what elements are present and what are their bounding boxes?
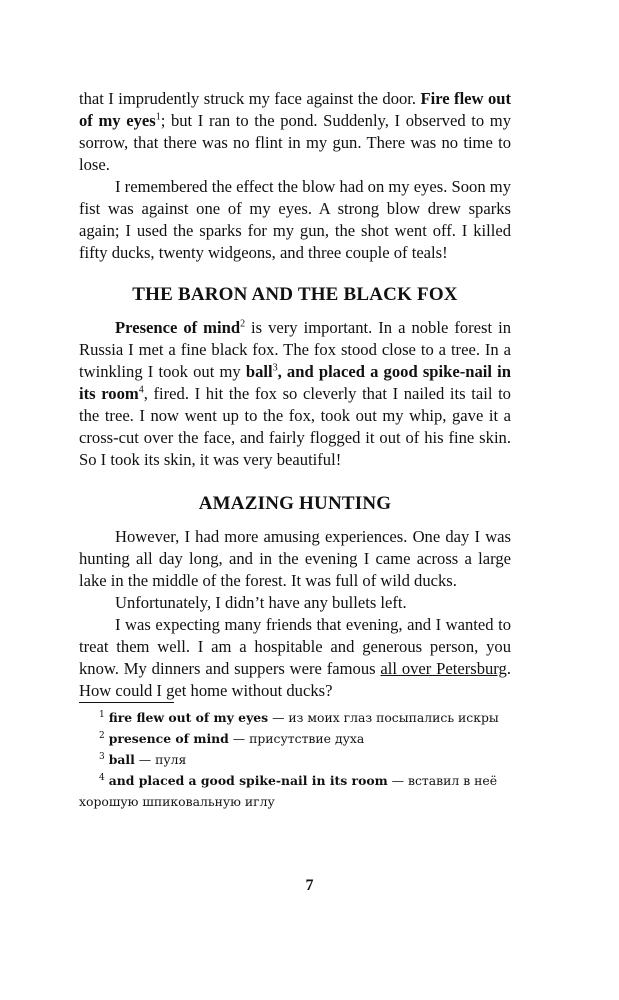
paragraph-presence-of-mind bbox=[79, 317, 511, 471]
paragraph-fire-flew bbox=[79, 88, 511, 176]
underlined-phrase: all over Petersburg bbox=[380, 659, 507, 678]
book-page bbox=[79, 88, 511, 812]
footnote-ref-2[interactable]: 2 bbox=[240, 318, 246, 330]
text-span: , fired. I hit the fox so cleverly that I nailed its tail to the tree. I now went up to the fox, took out my whip, gave it a cross-cut over the face, and fairly flogged it out of his fine skin. So I took its skin, it was very beautiful! bbox=[79, 384, 511, 469]
bold-phrase: ball bbox=[245, 362, 273, 381]
footnote-3 bbox=[79, 749, 511, 770]
section-heading-black-fox: THE BARON AND THE BLACK FOX bbox=[132, 284, 458, 305]
text-span: is very important. In a noble forest in Russia I met a fine black fox. The fox stood close to a tree. In a twinkling I took out my bbox=[79, 318, 512, 381]
footnote-number: 4 bbox=[99, 772, 105, 783]
text-span: that I imprudently struck my face against the door. bbox=[79, 89, 421, 108]
section-heading-amazing-hunting: AMAZING HUNTING bbox=[198, 493, 392, 514]
text-span: ; but I ran to the pond. Suddenly, I observed to my sorrow, that there was no flint in my gun. There was no time to lose. bbox=[79, 111, 511, 174]
footnote-separator: — bbox=[268, 710, 289, 725]
footnote-4 bbox=[79, 770, 511, 812]
footnote-number: 3 bbox=[99, 751, 105, 762]
text-span: . How could I get home without ducks? bbox=[79, 659, 511, 700]
text-span: I was expecting many friends that evening, and I wanted to treat them well. I am a hospitable and generous person, you know. My dinners and suppers were famous bbox=[79, 615, 511, 678]
footnote-ref-4[interactable]: 4 bbox=[138, 384, 144, 396]
footnote-separator: — bbox=[228, 731, 250, 746]
bold-phrase: , and placed a good spike-nail in its room bbox=[79, 362, 511, 403]
footnote-translation: присутствие духа bbox=[249, 731, 365, 746]
footnote-number: 2 bbox=[99, 730, 105, 741]
footnote-translation: вставил в неё хорошую шпиковальную иглу bbox=[79, 773, 498, 809]
paragraph-unfortunately: Unfortunately, I didn’t have any bullets left. bbox=[115, 593, 407, 612]
footnote-translation: пуля bbox=[155, 752, 187, 767]
paragraph-remembered: I remembered the effect the blow had on my eyes. Soon my fist was against one of my eyes. A strong blow drew sparks again; I used the sparks for my gun, the shot went off. I killed fifty ducks, twenty widgeons, and three couple of teals! bbox=[79, 177, 511, 262]
footnote-ref-3[interactable]: 3 bbox=[272, 362, 278, 374]
footnote-separator: — bbox=[387, 773, 408, 788]
footnote-ref-1[interactable]: 1 bbox=[155, 111, 161, 123]
footnote-2 bbox=[79, 728, 511, 749]
footnote-term: fire flew out of my eyes bbox=[108, 710, 269, 725]
footnote-translation: из моих глаз посыпались искры bbox=[288, 710, 499, 725]
footnote-1 bbox=[79, 707, 511, 728]
bold-phrase: Presence of mind bbox=[115, 318, 241, 337]
footnote-term: and placed a good spike-nail in its room bbox=[108, 773, 388, 788]
page-number: 7 bbox=[305, 877, 314, 894]
paragraph-however: However, I had more amusing experiences. One day I was hunting all day long, and in the evening I came across a large lake in the middle of the forest. It was full of wild ducks. bbox=[79, 527, 511, 590]
footnote-term: ball bbox=[108, 752, 135, 767]
footnote-separator: — bbox=[134, 752, 156, 767]
footnote-number: 1 bbox=[99, 709, 105, 720]
footnote-divider bbox=[79, 702, 174, 703]
footnotes bbox=[79, 707, 511, 812]
paragraph-expecting-friends bbox=[79, 614, 511, 702]
footnote-term: presence of mind bbox=[108, 731, 229, 746]
bold-phrase: Fire flew out of my eyes bbox=[79, 89, 511, 130]
